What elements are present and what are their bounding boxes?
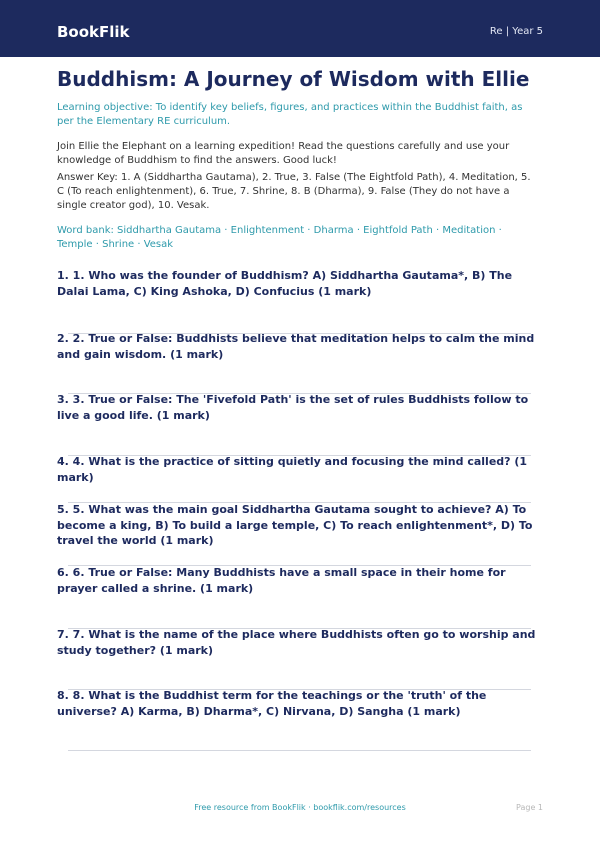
learning-objective: Learning objective: To identify key beliefs, figures, and practices within the Buddhist faith, as per the Elementary RE curriculum. <box>57 102 523 127</box>
question-6: 6. 6. True or False: Many Buddhists have a small space in their home for prayer called a shrine. (1 mark) <box>57 566 506 595</box>
intro-text: Join Ellie the Elephant on a learning expedition! Read the questions carefully and use your knowledge of Buddhism to find the answers. Good luck! <box>57 141 510 166</box>
brand-logo-text[interactable]: BookFlik <box>57 23 130 41</box>
question-2: 2. 2. True or False: Buddhists believe that meditation helps to calm the mind and gain wisdom. (1 mark) <box>57 332 535 361</box>
question-3: 3. 3. True or False: The 'Fivefold Path' is the set of rules Buddhists follow to live a good life. (1 mark) <box>57 393 529 422</box>
answer-line-8[interactable] <box>68 750 531 751</box>
worksheet-title: Buddhism: A Journey of Wisdom with Ellie <box>57 67 530 91</box>
question-4: 4. 4. What is the practice of sitting quietly and focusing the mind called? (1 mark) <box>57 455 528 484</box>
question-1: 1. 1. Who was the founder of Buddhism? A) Siddhartha Gautama*, B) The Dalai Lama, C) King Ashoka, D) Confucius (1 mark) <box>57 269 513 298</box>
answer-key: Answer Key: 1. A (Siddhartha Gautama), 2. True, 3. False (The Eightfold Path), 4. Meditation, 5. C (To reach enlightenment), 6. True, 7. Shrine, 8. B (Dharma), 9. False (They do not have a single creator god), 10. Vesak. <box>57 172 531 211</box>
question-5: 5. 5. What was the main goal Siddhartha Gautama sought to achieve? A) To become a king, B) To build a large temple, C) To reach enlightenment*, D) To travel the world (1 mark) <box>57 503 533 547</box>
question-8: 8. 8. What is the Buddhist term for the teachings or the 'truth' of the universe? A) Karma, B) Dharma*, C) Nirvana, D) Sangha (1 mark) <box>57 689 487 718</box>
page-number: Page 1 <box>516 803 543 812</box>
word-bank: Word bank: Siddhartha Gautama · Enlightenment · Dharma · Eightfold Path · Meditation · Temple · Shrine · Vesak <box>57 225 502 250</box>
subject-year-label: Re | Year 5 <box>489 26 543 37</box>
header-bar <box>0 0 600 57</box>
question-7: 7. 7. What is the name of the place where Buddhists often go to worship and study together? (1 mark) <box>57 628 536 657</box>
footer-link[interactable]: Free resource from BookFlik · bookflik.com/resources <box>194 803 406 812</box>
